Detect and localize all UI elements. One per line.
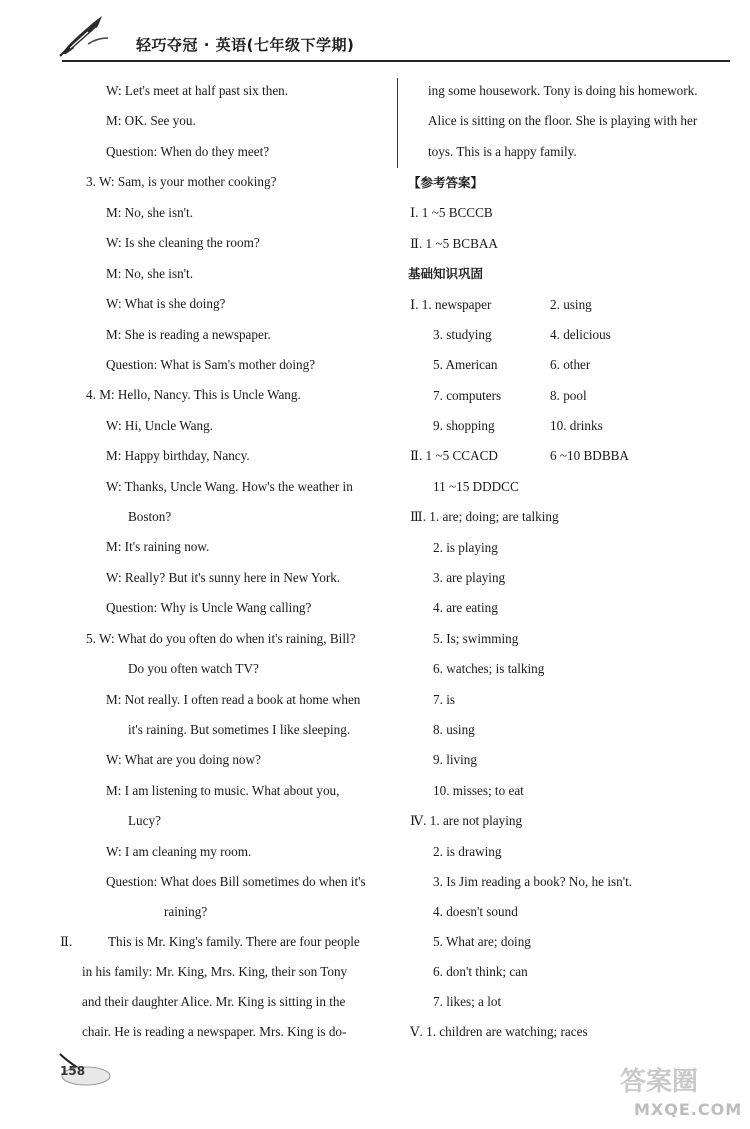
text-line: 5. Is; swimming: [433, 631, 519, 646]
text-line: Question: What is Sam's mother doing?: [106, 357, 316, 372]
text-line: Ⅲ. 1. are; doing; are talking: [410, 509, 559, 524]
text-line: W: Hi, Uncle Wang.: [106, 418, 213, 433]
text-line: 7. computers: [433, 388, 502, 403]
text-line: W: Is she cleaning the room?: [106, 235, 260, 250]
text-line: Ⅰ. 1. newspaper: [410, 297, 492, 312]
text-line: Ⅰ. 1 ~5 BCCCB: [410, 205, 493, 220]
text-line: 7. likes; a lot: [433, 994, 502, 1009]
text-line: 3. studying: [433, 327, 492, 342]
text-line: 6 ~10 BDBBA: [550, 448, 629, 463]
text-line: 10. drinks: [550, 418, 603, 433]
text-line: 5. American: [433, 357, 498, 372]
text-line: This is Mr. King's family. There are four people: [108, 934, 360, 949]
text-line: in his family: Mr. King, Mrs. King, their son Tony: [82, 964, 348, 979]
text-line: M: I am listening to music. What about you,: [106, 783, 340, 798]
text-line: M: It's raining now.: [106, 539, 210, 554]
text-line: Ⅳ. 1. are not playing: [410, 813, 523, 828]
text-line: W: Really? But it's sunny here in New York.: [106, 570, 341, 585]
watermark-cn-text: 答案圈: [620, 1067, 699, 1097]
text-line: 8. pool: [550, 388, 587, 403]
text-line: ing some housework. Tony is doing his homework.: [428, 83, 698, 98]
text-line: W: Thanks, Uncle Wang. How's the weather in: [106, 479, 353, 494]
text-line: M: OK. See you.: [106, 113, 196, 128]
text-line: and their daughter Alice. Mr. King is sitting in the: [82, 994, 346, 1009]
text-line: 6. watches; is talking: [433, 661, 545, 676]
header-rule: [62, 60, 730, 62]
text-line: 3. W: Sam, is your mother cooking?: [86, 174, 277, 189]
text-line: 3. are playing: [433, 570, 506, 585]
answer-key-heading: 【参考答案】: [408, 175, 484, 190]
section-heading: 基础知识巩固: [408, 266, 484, 281]
text-line: 4. delicious: [550, 327, 611, 342]
text-line: chair. He is reading a newspaper. Mrs. King is do-: [82, 1024, 347, 1039]
text-line: 10. misses; to eat: [433, 783, 524, 798]
text-line: M: No, she isn't.: [106, 205, 194, 220]
text-line: 3. Is Jim reading a book? No, he isn't.: [433, 874, 633, 889]
text-line: toys. This is a happy family.: [428, 144, 577, 159]
text-line: Alice is sitting on the floor. She is playing with her: [428, 113, 698, 128]
text-line: 4. M: Hello, Nancy. This is Uncle Wang.: [86, 387, 301, 402]
text-line: 5. What are; doing: [433, 934, 531, 949]
page-number: 158: [60, 1064, 86, 1078]
text-line: W: What are you doing now?: [106, 752, 261, 767]
text-line: Question: What does Bill sometimes do when it's: [106, 874, 366, 889]
text-line: 2. is drawing: [433, 844, 502, 859]
text-line: W: Let's meet at half past six then.: [106, 83, 289, 98]
text-line: 2. is playing: [433, 540, 498, 555]
text-line: Lucy?: [128, 813, 161, 828]
text-line: Ⅱ. 1 ~5 CCACD: [410, 448, 498, 463]
text-line: 5. W: What do you often do when it's raining, Bill?: [86, 631, 356, 646]
text-line: Ⅱ. 1 ~5 BCBAA: [410, 236, 498, 251]
book-title: 轻巧夺冠 · 英语(七年级下学期): [136, 36, 355, 54]
text-line: 6. other: [550, 357, 591, 372]
text-line: M: No, she isn't.: [106, 266, 194, 281]
column-divider: [397, 78, 398, 168]
text-line: 2. using: [550, 297, 592, 312]
section-numeral: Ⅱ.: [60, 934, 73, 949]
text-line: 4. are eating: [433, 600, 498, 615]
text-line: Question: When do they meet?: [106, 144, 270, 159]
text-line: 8. using: [433, 722, 475, 737]
text-line: W: What is she doing?: [106, 296, 226, 311]
text-line: it's raining. But sometimes I like sleeping.: [128, 722, 351, 737]
watermark-url: MXQE.COM: [634, 1100, 743, 1119]
feather-logo-icon: [58, 14, 110, 58]
text-line: 7. is: [433, 692, 455, 707]
text-line: raining?: [164, 904, 208, 919]
text-line: 4. doesn't sound: [433, 904, 518, 919]
text-line: 11 ~15 DDDCC: [433, 479, 519, 494]
text-line: 6. don't think; can: [433, 964, 528, 979]
text-line: M: Not really. I often read a book at home when: [106, 692, 361, 707]
text-line: Boston?: [128, 509, 172, 524]
page-header: [58, 14, 730, 62]
text-line: 9. living: [433, 752, 477, 767]
text-line: Do you often watch TV?: [128, 661, 259, 676]
text-line: M: Happy birthday, Nancy.: [106, 448, 250, 463]
text-line: Question: Why is Uncle Wang calling?: [106, 600, 312, 615]
text-line: 9. shopping: [433, 418, 495, 433]
text-line: Ⅴ. 1. children are watching; races: [410, 1024, 588, 1039]
text-line: W: I am cleaning my room.: [106, 844, 252, 859]
text-line: M: She is reading a newspaper.: [106, 327, 271, 342]
